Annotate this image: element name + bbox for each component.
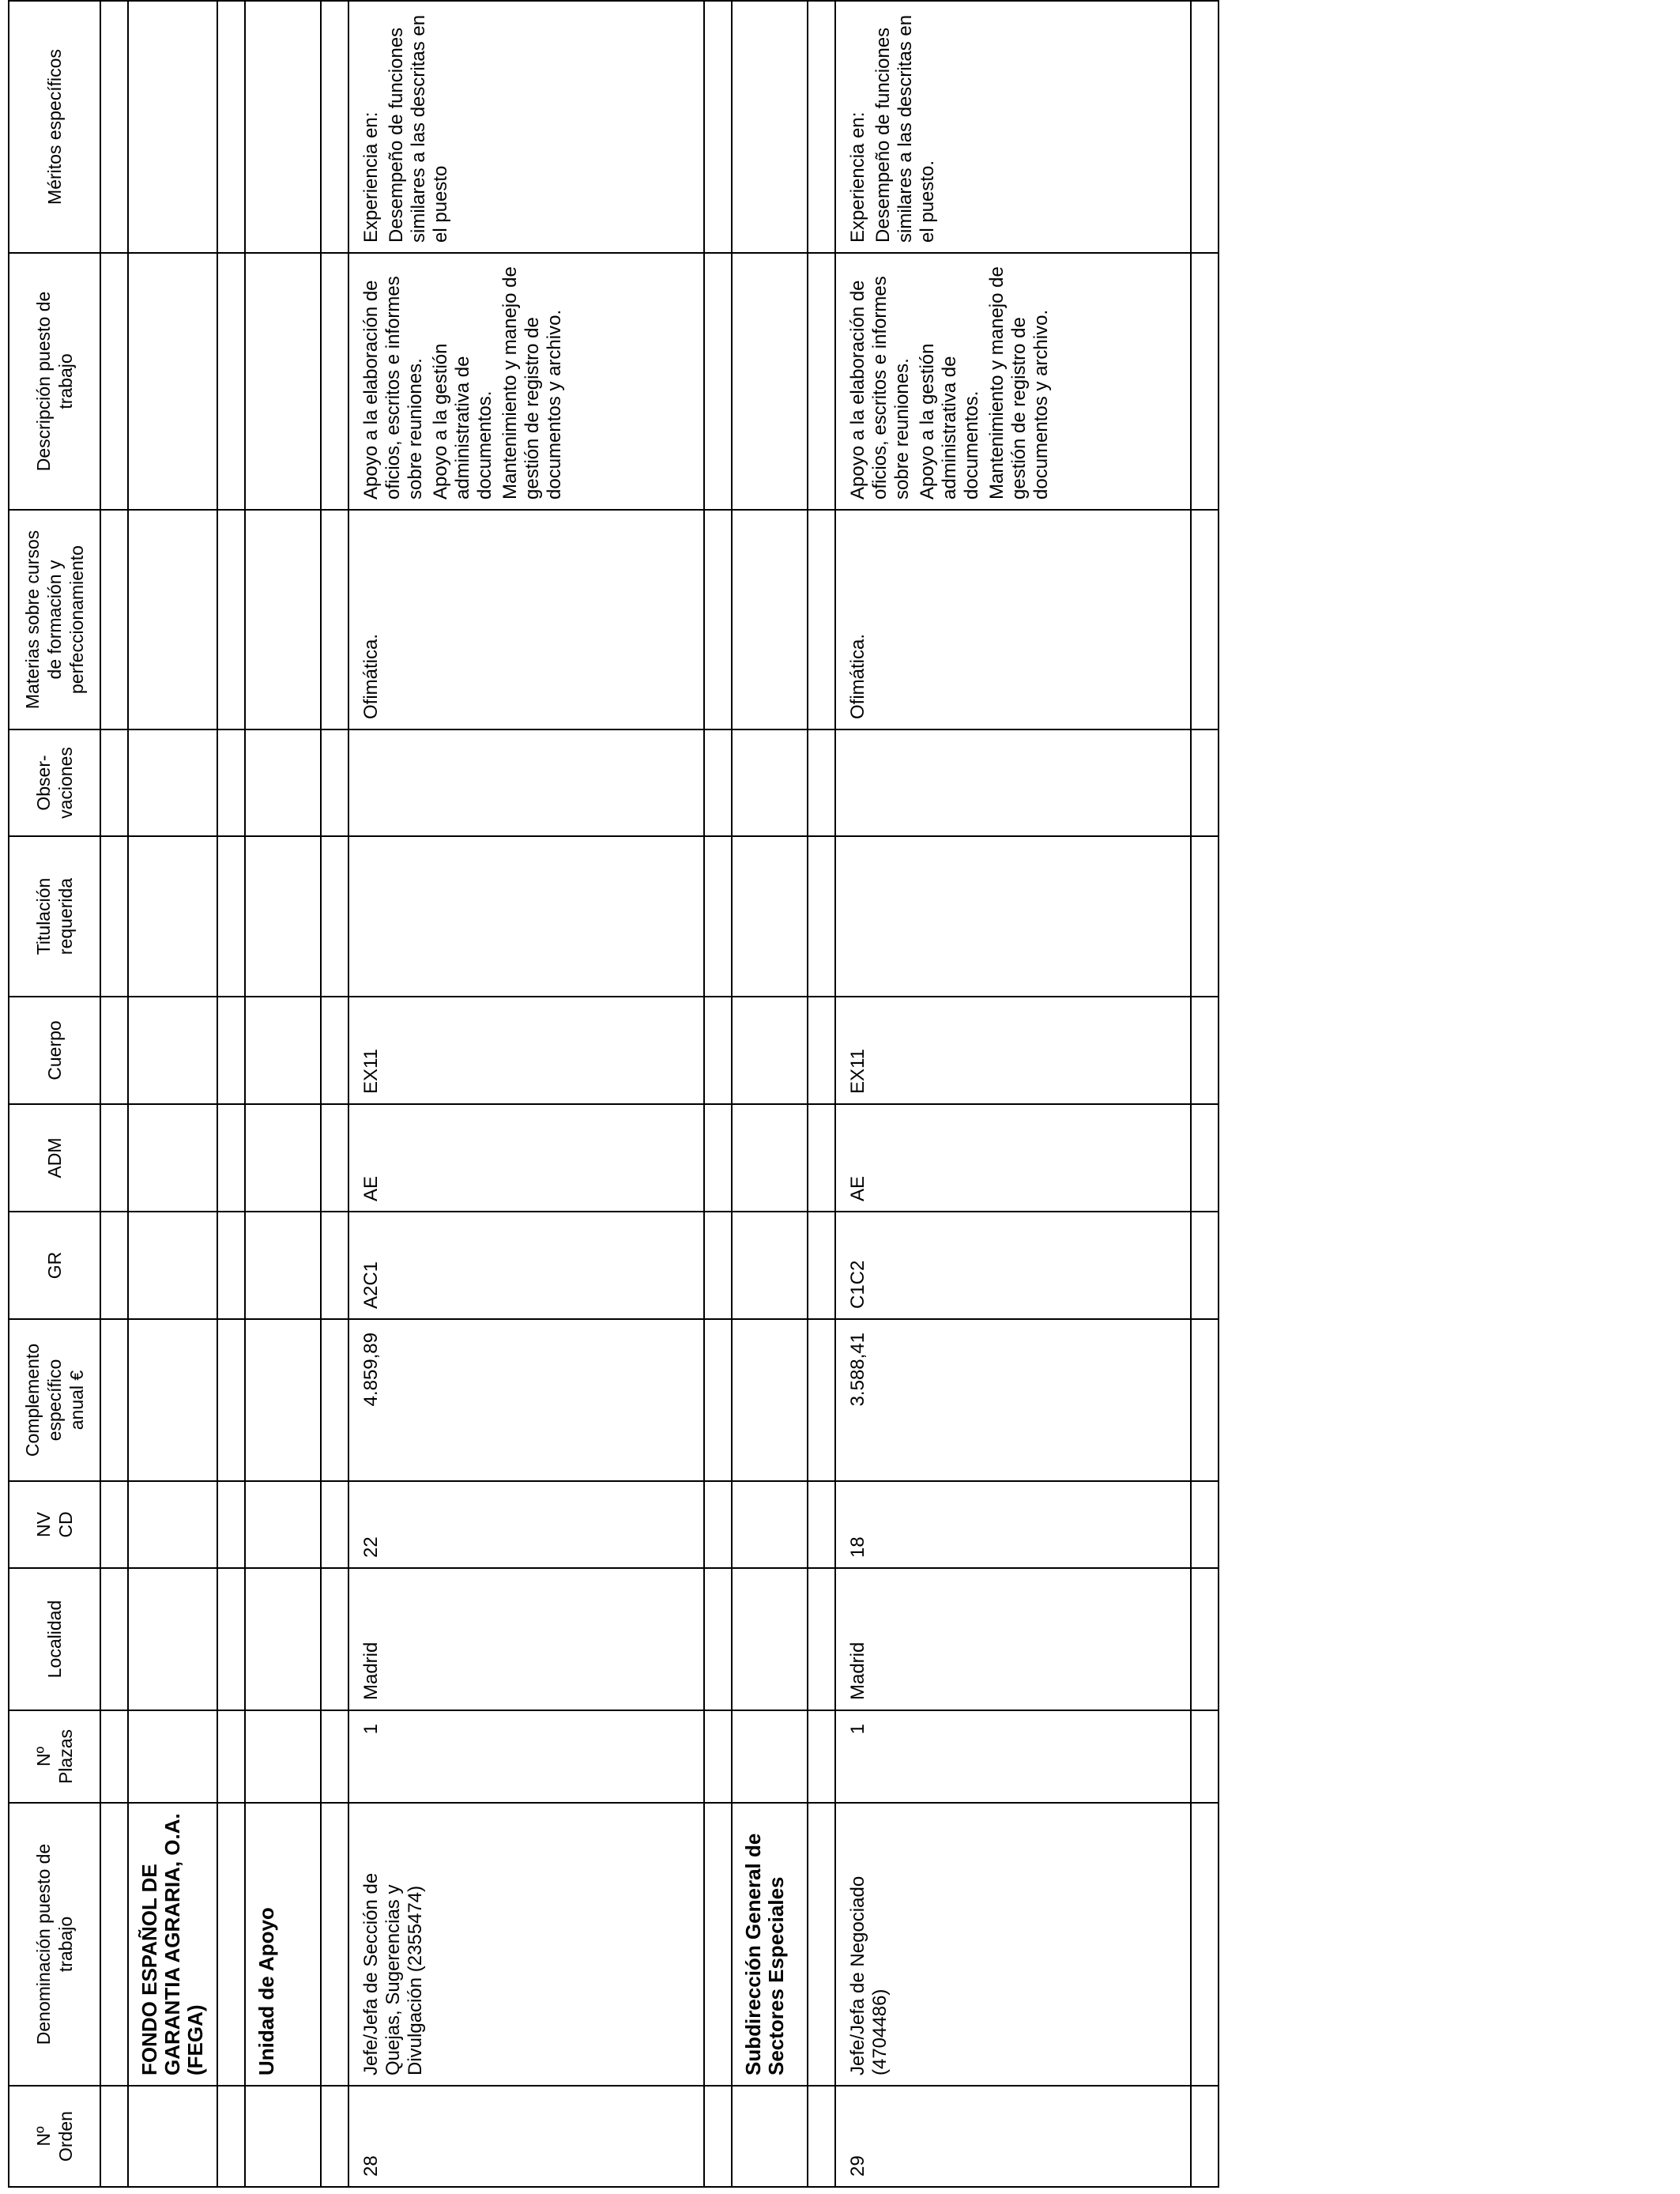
empty-cell — [100, 253, 128, 510]
cell-adm: AE — [835, 1104, 1191, 1212]
header-adm — [9, 1104, 100, 1212]
header-denominacion — [9, 1803, 100, 2086]
empty-cell — [100, 1803, 128, 2086]
spacer-row — [100, 1, 128, 2187]
empty-cell — [128, 836, 217, 997]
empty-cell — [1191, 1568, 1219, 1710]
header-titulacion — [9, 836, 100, 997]
cell-orden: 28 — [348, 2086, 704, 2187]
empty-cell — [808, 997, 835, 1104]
empty-cell — [217, 997, 245, 1104]
header-line: Plazas — [55, 1728, 76, 1785]
empty-cell — [1191, 997, 1219, 1104]
cell-denominacion: Jefe/Jefa de Negociado (4704486) — [835, 1803, 1191, 2086]
empty-cell — [128, 253, 217, 510]
cell-plazas: 1 — [835, 1710, 1191, 1803]
job-positions-table — [8, 0, 1219, 2188]
empty-cell — [321, 1803, 348, 2086]
empty-cell — [732, 1104, 808, 1212]
header-orden — [9, 2086, 100, 2187]
header-complemento — [9, 1319, 100, 1481]
empty-cell — [128, 1481, 217, 1568]
unit-heading-row — [245, 1, 321, 2187]
empty-cell — [217, 1481, 245, 1568]
empty-cell — [100, 1104, 128, 1212]
empty-cell — [100, 510, 128, 729]
empty-cell — [732, 997, 808, 1104]
header-row — [9, 1, 100, 2187]
header-line: NV — [33, 1512, 54, 1537]
empty-cell — [704, 997, 732, 1104]
cell-cuerpo: EX11 — [348, 997, 704, 1104]
empty-cell — [100, 1, 128, 253]
empty-cell — [128, 1710, 217, 1803]
cell-complemento: 4.859,89 — [348, 1319, 704, 1481]
header-line: requerida — [55, 877, 76, 956]
header-plazas — [9, 1710, 100, 1803]
empty-cell — [217, 1568, 245, 1710]
unit-heading-row — [732, 1, 808, 2187]
spacer-row — [321, 1, 348, 2187]
unit-name: Unidad de Apoyo — [245, 1803, 321, 2086]
empty-cell — [245, 997, 321, 1104]
empty-cell — [808, 1568, 835, 1710]
empty-cell — [1191, 1319, 1219, 1481]
cell-localidad: Madrid — [835, 1568, 1191, 1710]
cell-orden: 29 — [835, 2086, 1191, 2187]
empty-cell — [732, 2086, 808, 2187]
cell-grupo: A2C1 — [348, 1212, 704, 1319]
header-materias — [9, 510, 100, 729]
empty-cell — [321, 2086, 348, 2187]
empty-cell — [128, 997, 217, 1104]
empty-cell — [321, 836, 348, 997]
empty-cell — [704, 1, 732, 253]
empty-cell — [321, 729, 348, 836]
empty-cell — [732, 729, 808, 836]
empty-cell — [100, 1212, 128, 1319]
cell-plazas: 1 — [348, 1710, 704, 1803]
empty-cell — [217, 510, 245, 729]
descripcion-paragraph: Apoyo a la gestión administrativa de documentos. — [917, 343, 982, 499]
empty-cell — [217, 1212, 245, 1319]
empty-cell — [245, 1212, 321, 1319]
empty-cell — [808, 510, 835, 729]
empty-cell — [217, 1710, 245, 1803]
empty-cell — [808, 1481, 835, 1568]
empty-cell — [217, 253, 245, 510]
cell-titulacion — [835, 836, 1191, 997]
empty-cell — [128, 1104, 217, 1212]
empty-cell — [1191, 253, 1219, 510]
empty-cell — [245, 510, 321, 729]
cell-localidad: Madrid — [348, 1568, 704, 1710]
header-observaciones — [9, 729, 100, 836]
empty-cell — [704, 836, 732, 997]
empty-cell — [704, 1319, 732, 1481]
empty-cell — [245, 1710, 321, 1803]
empty-cell — [100, 2086, 128, 2187]
empty-cell — [1191, 1803, 1219, 2086]
empty-cell — [321, 997, 348, 1104]
empty-cell — [128, 1319, 217, 1481]
empty-cell — [128, 1, 217, 253]
header-line: CD — [55, 1511, 76, 1538]
empty-cell — [128, 1212, 217, 1319]
empty-cell — [732, 836, 808, 997]
empty-cell — [1191, 836, 1219, 997]
cell-meritos — [835, 1, 1191, 253]
meritos-paragraph: Desempeño de funciones similares a las descritas en el puesto. — [872, 14, 938, 243]
empty-cell — [128, 510, 217, 729]
empty-cell — [245, 1568, 321, 1710]
empty-cell — [321, 1319, 348, 1481]
empty-cell — [704, 1104, 732, 1212]
cell-materias: Ofimática. — [348, 510, 704, 729]
empty-cell — [808, 1319, 835, 1481]
empty-cell — [808, 1104, 835, 1212]
header-line: trabajo — [55, 353, 76, 409]
meritos-paragraph: Experiencia en: — [847, 111, 868, 243]
cell-titulacion — [348, 836, 704, 997]
empty-cell — [732, 1568, 808, 1710]
empty-cell — [808, 1212, 835, 1319]
empty-cell — [321, 253, 348, 510]
empty-cell — [217, 2086, 245, 2187]
empty-cell — [128, 729, 217, 836]
empty-cell — [245, 1104, 321, 1212]
empty-cell — [100, 1568, 128, 1710]
empty-cell — [245, 729, 321, 836]
empty-cell — [321, 1, 348, 253]
empty-cell — [217, 1, 245, 253]
empty-cell — [1191, 1, 1219, 253]
header-descripcion — [9, 253, 100, 510]
header-line: Obser- — [33, 755, 54, 811]
empty-cell — [732, 1710, 808, 1803]
empty-cell — [808, 1710, 835, 1803]
header-line: Nº — [33, 2126, 54, 2147]
cell-nivel: 18 — [835, 1481, 1191, 1568]
empty-cell — [808, 729, 835, 836]
empty-cell — [217, 1319, 245, 1481]
table-row — [348, 1, 704, 2187]
empty-cell — [245, 2086, 321, 2187]
table-row — [835, 1, 1191, 2187]
header-line: Descripción puesto de — [33, 291, 54, 472]
empty-cell — [732, 1, 808, 253]
empty-cell — [321, 1481, 348, 1568]
empty-cell — [217, 1803, 245, 2086]
empty-cell — [321, 1212, 348, 1319]
empty-cell — [704, 1710, 732, 1803]
header-line: perfeccionamiento — [66, 545, 87, 694]
empty-cell — [1191, 510, 1219, 729]
cell-cuerpo: EX11 — [835, 997, 1191, 1104]
header-line: de formación y — [44, 560, 65, 680]
empty-cell — [704, 1803, 732, 2086]
empty-cell — [100, 1481, 128, 1568]
cell-grupo: C1C2 — [835, 1212, 1191, 1319]
empty-cell — [704, 253, 732, 510]
meritos-paragraph: Experiencia en: — [360, 111, 382, 243]
empty-cell — [1191, 1710, 1219, 1803]
empty-cell — [704, 1568, 732, 1710]
header-line: Cuerpo — [44, 1020, 65, 1080]
header-line: Localidad — [44, 1600, 65, 1679]
empty-cell — [245, 1481, 321, 1568]
empty-cell — [732, 1319, 808, 1481]
empty-cell — [732, 253, 808, 510]
empty-cell — [245, 1, 321, 253]
empty-cell — [732, 1212, 808, 1319]
header-line: Denominación puesto de — [33, 1843, 54, 2045]
empty-cell — [704, 510, 732, 729]
empty-cell — [245, 1319, 321, 1481]
empty-cell — [245, 836, 321, 997]
unit-heading-row — [128, 1, 217, 2187]
empty-cell — [704, 729, 732, 836]
empty-cell — [321, 510, 348, 729]
unit-name: FONDO ESPAÑOL DE GARANTIA AGRARIA, O.A. (FEGA) — [128, 1803, 217, 2086]
empty-cell — [808, 2086, 835, 2187]
empty-cell — [1191, 1104, 1219, 1212]
header-line: Titulación — [33, 877, 54, 956]
cell-descripcion — [835, 253, 1191, 510]
header-line: Complemento — [22, 1343, 43, 1457]
empty-cell — [1191, 1481, 1219, 1568]
empty-cell — [321, 1710, 348, 1803]
header-line: Nº — [33, 1747, 54, 1767]
meritos-paragraph: Desempeño de funciones similares a las descritas en el puesto — [386, 14, 451, 243]
empty-cell — [217, 836, 245, 997]
empty-cell — [217, 1104, 245, 1212]
cell-denominacion: Jefe/Jefa de Sección de Quejas, Sugerencias y Divulgación (2355474) — [348, 1803, 704, 2086]
header-localidad — [9, 1568, 100, 1710]
spacer-row — [808, 1, 835, 2187]
empty-cell — [100, 997, 128, 1104]
header-line: anual € — [66, 1370, 87, 1431]
empty-cell — [1191, 729, 1219, 836]
spacer-row — [1191, 1, 1219, 2187]
header-line: específico — [44, 1359, 65, 1442]
cell-materias: Ofimática. — [835, 510, 1191, 729]
empty-cell — [808, 253, 835, 510]
descripcion-paragraph: Apoyo a la elaboración de oficios, escritos e informes sobre reuniones. — [847, 276, 913, 499]
cell-complemento: 3.588,41 — [835, 1319, 1191, 1481]
cell-adm: AE — [348, 1104, 704, 1212]
empty-cell — [128, 1568, 217, 1710]
header-line: Materias sobre cursos — [22, 530, 43, 710]
cell-nivel: 22 — [348, 1481, 704, 1568]
empty-cell — [128, 2086, 217, 2187]
empty-cell — [732, 1481, 808, 1568]
empty-cell — [704, 1212, 732, 1319]
header-cuerpo — [9, 997, 100, 1104]
empty-cell — [100, 836, 128, 997]
empty-cell — [321, 1104, 348, 1212]
empty-cell — [1191, 2086, 1219, 2187]
table-body — [100, 1, 1219, 2187]
cell-descripcion — [348, 253, 704, 510]
unit-name: Subdirección General de Sectores Especiales — [732, 1803, 808, 2086]
header-line: GR — [44, 1251, 65, 1280]
empty-cell — [100, 1710, 128, 1803]
cell-meritos — [348, 1, 704, 253]
empty-cell — [321, 1568, 348, 1710]
header-nivel — [9, 1481, 100, 1568]
empty-cell — [808, 836, 835, 997]
empty-cell — [1191, 1212, 1219, 1319]
empty-cell — [217, 729, 245, 836]
header-line: Méritos específicos — [44, 49, 65, 205]
descripcion-paragraph: Apoyo a la gestión administrativa de documentos. — [430, 343, 495, 499]
empty-cell — [704, 2086, 732, 2187]
header-line: trabajo — [55, 1916, 76, 1973]
empty-cell — [808, 1, 835, 253]
empty-cell — [704, 1481, 732, 1568]
descripcion-paragraph: Mantenimiento y manejo de gestión de registro de documentos y archivo. — [499, 266, 565, 499]
header-line: Orden — [55, 2111, 76, 2162]
empty-cell — [100, 729, 128, 836]
spacer-row — [704, 1, 732, 2187]
header-line: vaciones — [55, 747, 76, 819]
cell-observaciones — [835, 729, 1191, 836]
spacer-row — [217, 1, 245, 2187]
empty-cell — [732, 510, 808, 729]
empty-cell — [245, 253, 321, 510]
cell-observaciones — [348, 729, 704, 836]
header-meritos — [9, 1, 100, 253]
header-grupo — [9, 1212, 100, 1319]
empty-cell — [100, 1319, 128, 1481]
descripcion-paragraph: Mantenimiento y manejo de gestión de registro de documentos y archivo. — [986, 266, 1052, 499]
empty-cell — [808, 1803, 835, 2086]
descripcion-paragraph: Apoyo a la elaboración de oficios, escritos e informes sobre reuniones. — [360, 276, 426, 499]
header-line: ADM — [44, 1137, 65, 1178]
